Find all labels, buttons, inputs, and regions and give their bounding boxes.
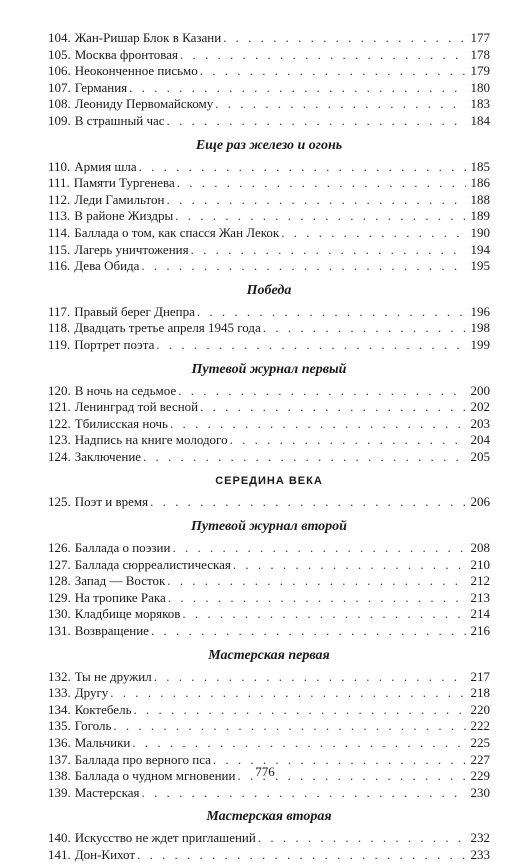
entry-page: 184 bbox=[470, 112, 490, 128]
toc-entry bbox=[48, 320, 490, 337]
dot-leader bbox=[200, 63, 466, 80]
entry-number: 134. bbox=[48, 701, 71, 717]
entry-number: 124. bbox=[48, 448, 71, 464]
entry-number: 126. bbox=[48, 540, 71, 556]
section-heading: Еще раз железо и огонь bbox=[195, 137, 343, 153]
entry-page: 232 bbox=[470, 830, 490, 846]
dot-leader bbox=[141, 785, 466, 802]
section-heading: Путевой журнал второй bbox=[191, 519, 347, 535]
entry-title: Леди Гамильтон bbox=[74, 191, 165, 207]
entry-title: Армия шла bbox=[74, 158, 137, 174]
entry-number: 107. bbox=[48, 79, 71, 95]
toc-entry bbox=[48, 416, 490, 433]
entry-number: 138. bbox=[48, 768, 71, 784]
dot-leader bbox=[150, 494, 466, 511]
entry-title: Портрет поэта bbox=[74, 336, 155, 352]
entry-title: Заключение bbox=[74, 448, 142, 464]
dot-leader bbox=[143, 449, 466, 466]
entry-title: Запад — Восток bbox=[74, 573, 166, 589]
dot-leader bbox=[175, 208, 466, 225]
dot-leader bbox=[166, 192, 466, 209]
toc-entry bbox=[48, 557, 490, 574]
dot-leader bbox=[110, 685, 466, 702]
dot-leader bbox=[215, 96, 466, 113]
entry-number: 132. bbox=[48, 668, 71, 684]
entry-title: Надпись на книге молодого bbox=[74, 432, 228, 448]
toc-entry bbox=[48, 573, 490, 590]
section-heading: СЕРЕДИНА ВЕКА bbox=[215, 475, 323, 488]
entry-title: Дева Обида bbox=[74, 258, 140, 274]
entry-page: 183 bbox=[470, 96, 490, 112]
dot-leader bbox=[167, 573, 466, 590]
toc-entry bbox=[48, 47, 490, 64]
entry-page: 180 bbox=[470, 79, 490, 95]
toc-entry bbox=[48, 785, 490, 802]
entry-number: 136. bbox=[48, 735, 71, 750]
entry-title: Дон-Кихот bbox=[74, 846, 136, 862]
entry-title: Возвращение bbox=[74, 623, 149, 639]
entry-page: 216 bbox=[470, 623, 490, 639]
dot-leader bbox=[151, 623, 466, 640]
entry-page: 227 bbox=[470, 751, 490, 767]
toc-entry bbox=[48, 113, 490, 130]
toc-entry bbox=[48, 208, 490, 225]
toc-entry bbox=[48, 685, 490, 702]
entry-number: 123. bbox=[48, 432, 71, 448]
entry-number: 108. bbox=[48, 96, 71, 112]
entry-page: 200 bbox=[470, 382, 490, 398]
dot-leader bbox=[141, 258, 466, 275]
dot-leader bbox=[170, 416, 466, 433]
toc-entry bbox=[48, 590, 490, 607]
entry-number: 120. bbox=[48, 382, 71, 398]
entry-title: Другу bbox=[74, 685, 109, 701]
dot-leader bbox=[139, 159, 466, 176]
entry-page: 210 bbox=[470, 556, 490, 572]
toc-entry bbox=[48, 225, 490, 242]
entry-title: В страшный час bbox=[74, 112, 165, 128]
entry-title: Германия bbox=[74, 79, 128, 95]
entry-page: 190 bbox=[470, 224, 490, 240]
dot-leader bbox=[167, 113, 466, 130]
entry-number: 109. bbox=[48, 112, 71, 128]
entry-title: Москва фронтовая bbox=[74, 46, 178, 62]
entry-number: 121. bbox=[48, 399, 71, 415]
entry-number: 128. bbox=[48, 573, 71, 589]
dot-leader bbox=[129, 80, 466, 97]
entry-title: Правый берег Днепра bbox=[74, 303, 195, 319]
dot-leader bbox=[132, 735, 466, 752]
entry-page: 198 bbox=[470, 320, 490, 336]
entry-title: В ночь на седьмое bbox=[74, 382, 177, 398]
toc-entry bbox=[48, 540, 490, 557]
toc-entry bbox=[48, 63, 490, 80]
entry-page: 214 bbox=[470, 606, 490, 622]
entry-title: Поэт и время bbox=[74, 494, 149, 510]
toc-entry bbox=[48, 175, 490, 192]
entry-number: 105. bbox=[48, 46, 71, 62]
toc-entry bbox=[48, 242, 490, 259]
dot-leader bbox=[168, 590, 466, 607]
section-heading: Путевой журнал первый bbox=[191, 361, 347, 377]
entry-title: Ты не дружил bbox=[74, 668, 152, 684]
entry-number: 119. bbox=[48, 336, 71, 352]
toc-entry bbox=[48, 735, 490, 752]
dot-leader bbox=[178, 383, 466, 400]
entry-page: 188 bbox=[470, 191, 490, 207]
entry-page: 202 bbox=[470, 399, 490, 415]
entry-page: 199 bbox=[470, 336, 490, 352]
toc-entry bbox=[48, 830, 490, 847]
toc-entry bbox=[48, 399, 490, 416]
entry-number: 135. bbox=[48, 718, 71, 734]
entry-page: 205 bbox=[470, 448, 490, 464]
dot-leader bbox=[172, 540, 466, 557]
entry-title: Искусство не ждет приглашений bbox=[74, 830, 256, 846]
toc-entry bbox=[48, 80, 490, 97]
section-heading: Победа bbox=[246, 282, 292, 298]
dot-leader bbox=[177, 175, 466, 192]
entry-title: Ленинград той весной bbox=[74, 399, 199, 415]
entry-number: 113. bbox=[48, 208, 71, 224]
toc-entry bbox=[48, 847, 490, 864]
dot-leader bbox=[137, 847, 466, 864]
entry-page: 189 bbox=[470, 208, 490, 224]
entry-number: 130. bbox=[48, 606, 71, 622]
dot-leader bbox=[200, 399, 466, 416]
toc-entry bbox=[48, 258, 490, 275]
entry-page: 217 bbox=[470, 668, 490, 684]
entry-title: Леониду Первомайскому bbox=[74, 96, 214, 112]
toc-entry bbox=[48, 30, 490, 47]
entry-title: В районе Жиздры bbox=[74, 208, 174, 224]
entry-number: 112. bbox=[48, 191, 71, 207]
entry-number: 133. bbox=[48, 685, 71, 701]
entry-number: 140. bbox=[48, 830, 71, 846]
entry-title: Гоголь bbox=[74, 718, 112, 734]
entry-title: Баллада о том, как спасся Жан Лекок bbox=[74, 224, 280, 240]
entry-number: 118. bbox=[48, 320, 71, 336]
toc-entry bbox=[48, 449, 490, 466]
toc-entry bbox=[48, 623, 490, 640]
entry-page: 212 bbox=[470, 573, 490, 589]
dot-leader bbox=[113, 718, 466, 735]
toc-entry bbox=[48, 192, 490, 209]
entry-page: 178 bbox=[470, 46, 490, 62]
entry-number: 125. bbox=[48, 494, 71, 510]
dot-leader bbox=[233, 557, 466, 574]
entry-page: 233 bbox=[470, 846, 490, 862]
toc-entry bbox=[48, 702, 490, 719]
entry-page: 177 bbox=[470, 30, 490, 45]
toc-entry bbox=[48, 606, 490, 623]
dot-leader bbox=[154, 669, 466, 686]
entry-title: Баллада сюрреалистическая bbox=[74, 556, 231, 572]
entry-title: Баллада про верного пса bbox=[74, 751, 211, 767]
entry-title: Лагерь уничтожения bbox=[74, 241, 189, 257]
entry-page: 229 bbox=[470, 768, 490, 784]
entry-number: 106. bbox=[48, 63, 71, 79]
entry-page: 196 bbox=[470, 303, 490, 319]
toc-entry bbox=[48, 669, 490, 686]
entry-page: 220 bbox=[470, 701, 490, 717]
entry-page: 186 bbox=[470, 175, 490, 191]
toc-entry bbox=[48, 432, 490, 449]
entry-page: 218 bbox=[470, 685, 490, 701]
entry-title: На тропике Рака bbox=[74, 589, 166, 605]
entry-number: 117. bbox=[48, 303, 71, 319]
entry-title: Памяти Тургенева bbox=[73, 175, 175, 191]
entry-number: 131. bbox=[48, 623, 71, 639]
entry-page: 208 bbox=[470, 540, 490, 556]
dot-leader bbox=[197, 304, 466, 321]
entry-page: 185 bbox=[470, 158, 490, 174]
entry-title: Баллада о чудном мгновении bbox=[74, 768, 236, 784]
dot-leader bbox=[281, 225, 466, 242]
entry-title: Коктебель bbox=[74, 701, 132, 717]
dot-leader bbox=[156, 337, 466, 354]
section-heading: Мастерская первая bbox=[208, 647, 330, 663]
entry-title: Кладбище моряков bbox=[74, 606, 181, 622]
entry-number: 114. bbox=[48, 224, 71, 240]
entry-number: 115. bbox=[48, 241, 71, 257]
toc-entry bbox=[48, 494, 490, 511]
entry-page: 230 bbox=[470, 784, 490, 800]
entry-number: 110. bbox=[48, 158, 71, 174]
entry-page: 206 bbox=[470, 494, 490, 510]
entry-number: 111. bbox=[48, 175, 70, 191]
entry-title: Неоконченное письмо bbox=[74, 63, 198, 79]
entry-number: 122. bbox=[48, 415, 71, 431]
dot-leader bbox=[182, 606, 466, 623]
dot-leader bbox=[134, 702, 467, 719]
entry-number: 116. bbox=[48, 258, 71, 274]
entry-page: 203 bbox=[470, 415, 490, 431]
dot-leader bbox=[223, 30, 466, 47]
dot-leader bbox=[191, 242, 466, 259]
entry-title: Тбилисская ночь bbox=[74, 415, 168, 431]
entry-title: Баллада о поэзии bbox=[74, 540, 171, 556]
entry-number: 137. bbox=[48, 751, 71, 767]
entry-number: 139. bbox=[48, 784, 71, 800]
entry-title: Мальчики bbox=[74, 735, 131, 750]
entry-title: Жан-Ришар Блок в Казани bbox=[74, 30, 222, 45]
entry-title: Двадцать третье апреля 1945 года bbox=[74, 320, 261, 336]
entry-page: 179 bbox=[470, 63, 490, 79]
toc-entry bbox=[48, 383, 490, 400]
entry-number: 129. bbox=[48, 589, 71, 605]
entry-number: 104. bbox=[48, 30, 71, 45]
entry-title: Мастерская bbox=[74, 784, 140, 800]
toc-entry bbox=[48, 304, 490, 321]
toc-entry bbox=[48, 337, 490, 354]
table-of-contents bbox=[48, 30, 490, 864]
toc-entry bbox=[48, 96, 490, 113]
toc-entry bbox=[48, 718, 490, 735]
entry-page: 195 bbox=[470, 258, 490, 274]
section-heading: Мастерская вторая bbox=[206, 809, 332, 825]
entry-page: 225 bbox=[470, 735, 490, 750]
entry-number: 141. bbox=[48, 846, 71, 862]
entry-page: 194 bbox=[470, 241, 490, 257]
page-number: 776 bbox=[255, 764, 275, 779]
dot-leader bbox=[263, 320, 466, 337]
entry-number: 127. bbox=[48, 556, 71, 572]
entry-page: 222 bbox=[470, 718, 490, 734]
dot-leader bbox=[180, 47, 466, 64]
entry-page: 213 bbox=[470, 589, 490, 605]
toc-entry bbox=[48, 159, 490, 176]
entry-page: 204 bbox=[470, 432, 490, 448]
dot-leader bbox=[258, 830, 466, 847]
dot-leader bbox=[230, 432, 466, 449]
